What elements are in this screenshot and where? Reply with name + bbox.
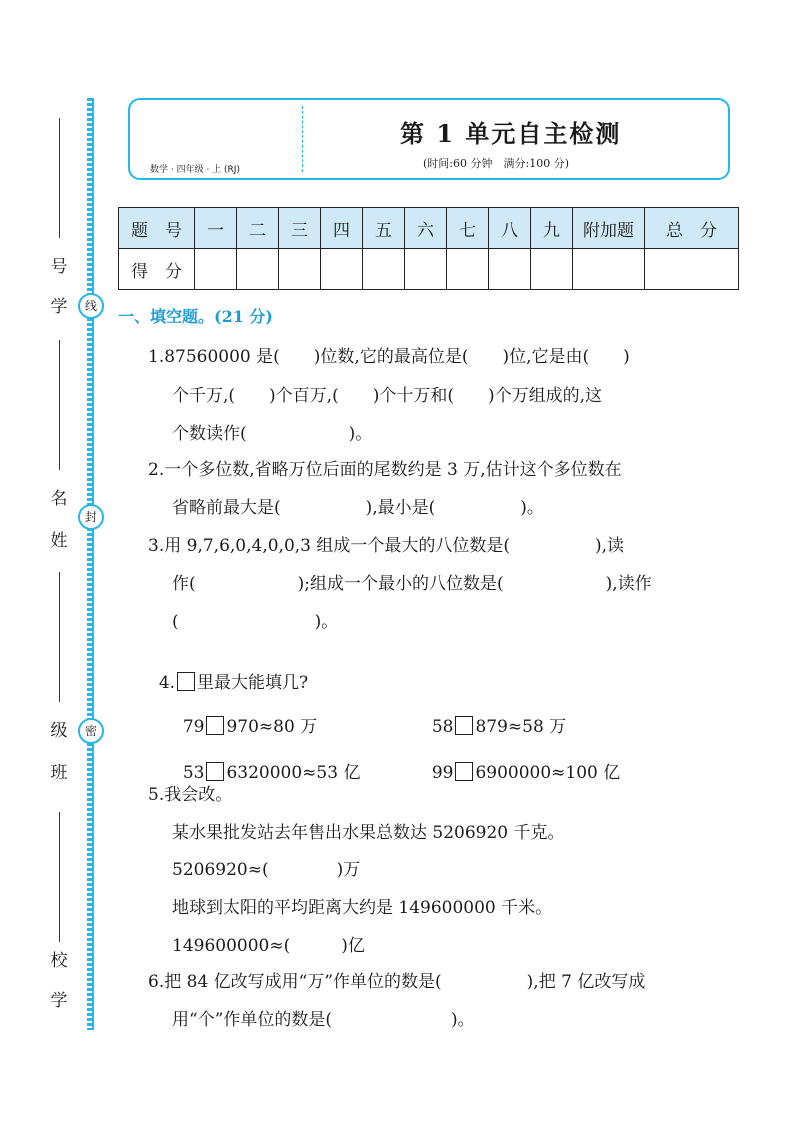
score-cell[interactable]	[645, 249, 739, 290]
q1-line2: 个千万,( )个百万,( )个十万和( )个万组成的,这	[172, 386, 603, 406]
header-cell-tihao: 题 号	[119, 208, 195, 249]
score-cell[interactable]	[531, 249, 573, 290]
q4-d-suffix: 6900000≈100 亿	[475, 763, 621, 783]
binding-edge-line	[92, 98, 94, 1030]
q1-line1: 1.87560000 是( )位数,它的最高位是( )位,它是由( )	[148, 347, 630, 367]
score-table	[118, 207, 739, 290]
score-cell[interactable]	[279, 249, 321, 290]
answer-box[interactable]	[206, 716, 224, 735]
margin-label-xue: 学	[50, 297, 68, 317]
q3-line2: 作( );组成一个最小的八位数是( ),读作	[172, 574, 652, 594]
header-divider	[302, 106, 303, 172]
q5-line5: 149600000≈( )亿	[172, 936, 365, 956]
page-title: 第 1 单元自主检测	[400, 119, 622, 148]
q5-line1: 5.我会改。	[148, 785, 233, 805]
header-cell-9: 九	[531, 208, 573, 249]
q4-b-prefix: 58	[431, 717, 454, 737]
score-cell[interactable]	[489, 249, 531, 290]
section-1-title: 一、填空题。(21 分)	[118, 307, 273, 326]
q4-text: 里最大能填几?	[197, 673, 309, 693]
q5-line2: 某水果批发站去年售出水果总数达 5206920 千克。	[172, 823, 565, 843]
margin-label-ming: 名	[50, 489, 68, 509]
header-cell-7: 七	[447, 208, 489, 249]
q2-line1: 2.一个多位数,省略万位后面的尾数约是 3 万,估计这个多位数在	[148, 460, 622, 480]
header-cell-5: 五	[363, 208, 405, 249]
q4-item-c	[172, 738, 360, 783]
header-cell-3: 三	[279, 208, 321, 249]
q4-item-d	[421, 738, 620, 783]
answer-box[interactable]	[455, 716, 473, 735]
margin-label-ji: 级	[50, 721, 68, 741]
q1-line3: 个数读作( )。	[172, 424, 373, 444]
underline-xuehao	[59, 118, 60, 238]
q3-line1: 3.用 9,7,6,0,4,0,0,3 组成一个最大的八位数是( ),读	[148, 536, 625, 556]
header-cell-6: 六	[405, 208, 447, 249]
q4-line1	[148, 648, 308, 693]
margin-label-ban: 班	[50, 763, 68, 783]
score-cell[interactable]	[573, 249, 645, 290]
answer-box[interactable]	[455, 762, 473, 781]
underline-xingming	[59, 340, 60, 470]
q2-line2: 省略前最大是( ),最小是( )。	[172, 498, 544, 518]
score-cell[interactable]	[237, 249, 279, 290]
seal-mi: 密	[78, 718, 104, 744]
q6-line1: 6.把 84 亿改写成用“万”作单位的数是( ),把 7 亿改写成	[148, 972, 646, 992]
header-cell-1: 一	[195, 208, 237, 249]
q4-d-prefix: 99	[431, 763, 454, 783]
seal-xian: 线	[78, 293, 104, 319]
header-cell-8: 八	[489, 208, 531, 249]
q4-a-prefix: 79	[182, 717, 205, 737]
header-cell-total: 总 分	[645, 208, 739, 249]
score-table-score-row	[119, 249, 739, 290]
q4-c-suffix: 6320000≈53 亿	[226, 763, 361, 783]
margin-label-hao: 号	[50, 257, 68, 277]
q4-a-suffix: 970≈80 万	[226, 717, 318, 737]
q4-c-prefix: 53	[182, 763, 205, 783]
score-cell[interactable]	[195, 249, 237, 290]
blank-box	[177, 672, 195, 691]
header-box	[128, 98, 730, 180]
score-cell[interactable]	[363, 249, 405, 290]
underline-banji	[59, 572, 60, 702]
score-row-label: 得 分	[119, 249, 195, 290]
q5-line4: 地球到太阳的平均距离大约是 149600000 千米。	[172, 898, 553, 918]
header-cell-2: 二	[237, 208, 279, 249]
score-cell[interactable]	[405, 249, 447, 290]
subject-label: 数学 · 四年级 · 上 (RJ)	[150, 165, 240, 175]
margin-label-xue2: 学	[50, 991, 68, 1011]
header-cell-bonus: 附加题	[573, 208, 645, 249]
score-cell[interactable]	[447, 249, 489, 290]
q4-number: 4.	[158, 673, 176, 693]
answer-box[interactable]	[206, 762, 224, 781]
score-table-header-row	[119, 208, 739, 249]
time-score-info: (时间:60 分钟 满分:100 分)	[423, 157, 569, 170]
score-cell[interactable]	[321, 249, 363, 290]
seal-feng: 封	[78, 504, 104, 530]
margin-label-xiao: 校	[50, 951, 68, 971]
q4-item-a	[172, 692, 317, 737]
q6-line2: 用“个”作单位的数是( )。	[172, 1010, 475, 1030]
header-cell-4: 四	[321, 208, 363, 249]
q5-line3: 5206920≈( )万	[172, 860, 361, 880]
q4-b-suffix: 879≈58 万	[475, 717, 567, 737]
q4-item-b	[421, 692, 566, 737]
margin-label-xing: 姓	[50, 531, 68, 551]
q3-line3: ( )。	[172, 612, 339, 632]
underline-xuexiao	[59, 812, 60, 942]
